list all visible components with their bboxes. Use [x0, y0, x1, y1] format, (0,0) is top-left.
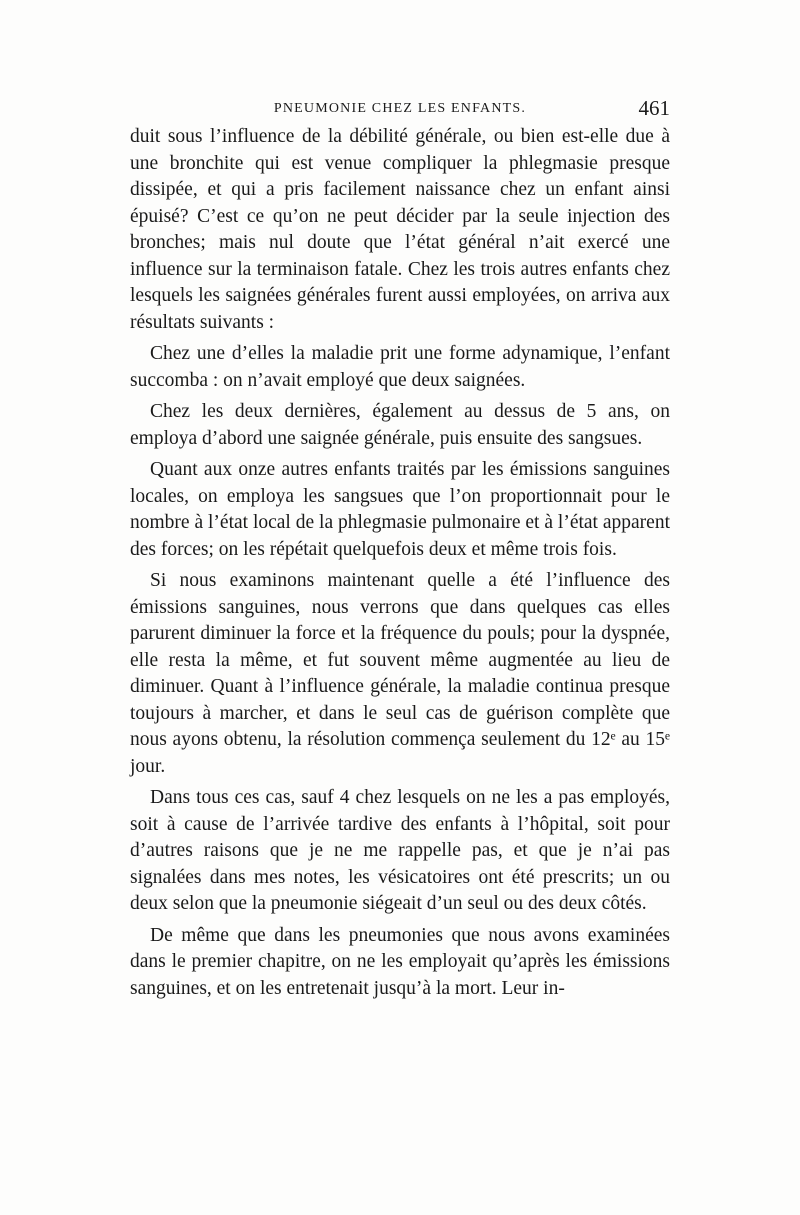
paragraph: Si nous examinons maintenant quelle a été l’influence des émissions sanguines, nous verrons que dans quelques cas elles parurent diminuer la force et la fréquence du pouls; pour la dyspnée, elle resta la même, et fut souvent même augmentée au lieu de diminuer. Quant à l’influence générale, la maladie continua presque toujours à marcher, et dans le seul cas de guérison complète que nous ayons obtenu, la résolution commença seulement du 12ᵉ au 15ᵉ jour. — [130, 570, 670, 777]
paragraph: De même que dans les pneumonies que nous avons examinées dans le premier chapitre, on ne les employait qu’après les émissions sanguines, et on les entretenait jusqu’à la mort. Leur in- — [130, 924, 670, 999]
running-head — [130, 96, 670, 122]
running-title: PNEUMONIE CHEZ LES ENFANTS. — [273, 101, 527, 116]
paragraph: Dans tous ces cas, sauf 4 chez lesquels on ne les a pas employés, soit à cause de l’arrivée tardive des enfants à l’hôpital, soit pour d’autres raisons que je ne me rappelle pas, et que je n’ai pas signalées dans mes notes, les vésicatoires ont été prescrits; un ou deux selon que la pneumonie siégeait d’un seul ou des deux côtés. — [130, 787, 670, 914]
paragraph: Quant aux onze autres enfants traités par les émissions sanguines locales, on employa les sangsues que l’on proportionnait pour le nombre à l’état local de la phlegmasie pulmonaire et à l’état apparent des forces; on les répétait quelquefois deux et même trois fois. — [130, 459, 670, 560]
paragraph: Chez les deux dernières, également au dessus de 5 ans, on employa d’abord une saignée générale, puis ensuite des sangsues. — [130, 401, 670, 449]
body-text — [130, 124, 670, 1007]
paragraph: duit sous l’influence de la débilité générale, ou bien est-elle due à une bronchite qui est venue compliquer la phlegmasie presque dissipée, et qui a pris facilement naissance chez un enfant ainsi épuisé? C’est ce qu’on ne peut décider par la seule injection des bronches; mais nul doute que l’état général n’ait exercé une influence sur la terminaison fatale. Chez les trois autres enfants chez lesquels les saignées générales furent aussi employées, on arriva aux résultats suivants : — [130, 126, 670, 333]
paragraph: Chez une d’elles la maladie prit une forme adynamique, l’enfant succomba : on n’avait employé que deux saignées. — [130, 343, 670, 391]
page-number: 461 — [638, 96, 670, 120]
